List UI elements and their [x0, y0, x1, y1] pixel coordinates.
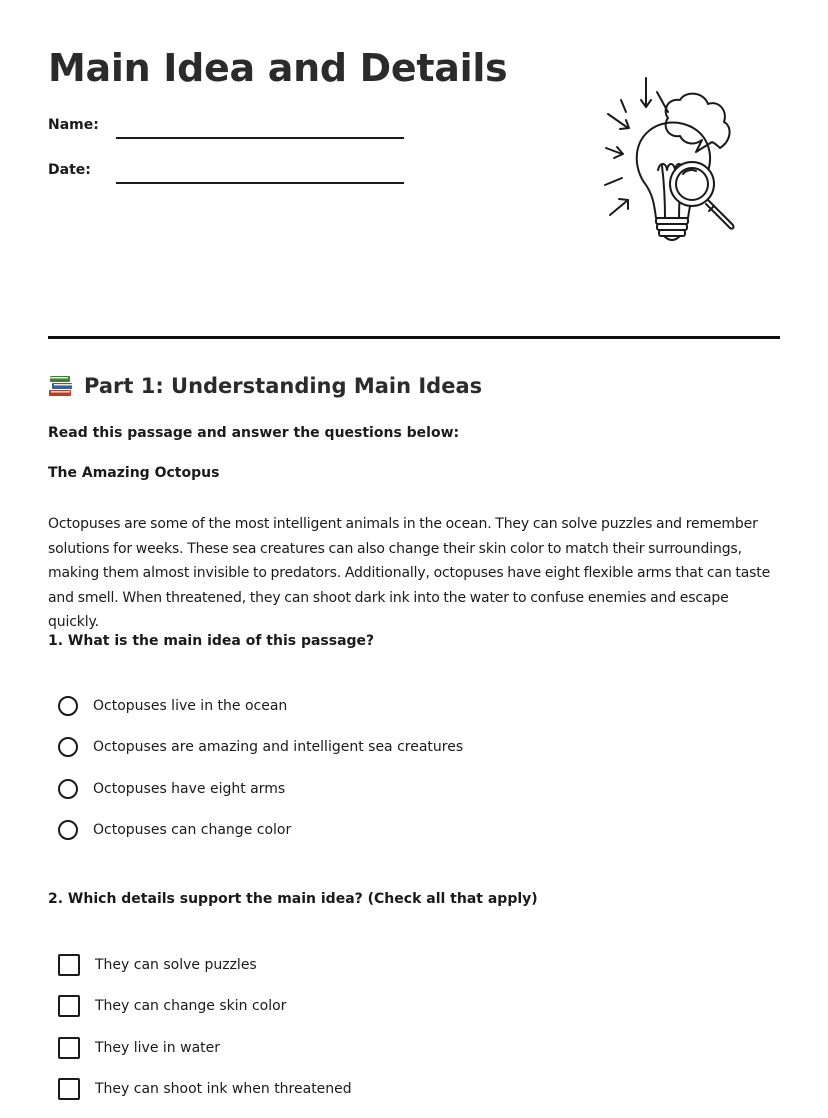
worksheet-title: Main Idea and Details [48, 46, 508, 90]
date-input-line[interactable] [116, 182, 404, 184]
radio-button[interactable] [58, 779, 78, 799]
part1-title-text: Part 1: Understanding Main Ideas [84, 374, 483, 398]
question-1: 1. What is the main idea of this passage? [48, 633, 375, 649]
radio-button[interactable] [58, 696, 78, 716]
radio-button[interactable] [58, 737, 78, 757]
checkbox[interactable] [58, 1078, 80, 1100]
question-2-option-2[interactable] [58, 994, 286, 1018]
option-label: They can change skin color [95, 998, 287, 1014]
option-label: They live in water [95, 1040, 221, 1056]
name-input-line[interactable] [116, 137, 404, 139]
name-label: Name: [48, 117, 99, 133]
passage-instruction: Read this passage and answer the questions below: [48, 425, 460, 441]
question-2-option-3[interactable] [58, 1036, 220, 1060]
section-divider [48, 336, 780, 339]
lightbulb-magnifier-icon [568, 70, 738, 248]
option-label: They can shoot ink when threatened [95, 1081, 352, 1097]
question-1-option-2[interactable] [58, 735, 463, 759]
radio-button[interactable] [58, 820, 78, 840]
option-label: Octopuses have eight arms [93, 781, 286, 797]
question-1-option-1[interactable] [58, 694, 287, 718]
question-1-option-4[interactable] [58, 818, 291, 842]
books-icon [48, 374, 74, 398]
option-label: Octopuses are amazing and intelligent sea creatures [93, 739, 464, 755]
question-2-option-4[interactable] [58, 1077, 352, 1101]
option-label: Octopuses can change color [93, 822, 292, 838]
date-label: Date: [48, 162, 91, 178]
option-label: They can solve puzzles [95, 957, 257, 973]
passage-text: Octopuses are some of the most intelligent animals in the ocean. They can solve puzzles and remember solutions for weeks. These sea creatures can also change their skin color to match their surroundings, making them almost invisible to predators. Additionally, octopuses have eight flexible arms that can taste and smell. When threatened, they can shoot dark ink into the water to confuse enemies and escape quickly. [48, 516, 771, 631]
question-2: 2. Which details support the main idea? (Check all that apply) [48, 891, 538, 907]
part1-title [48, 374, 482, 398]
date-field[interactable] [48, 162, 408, 186]
checkbox[interactable] [58, 1037, 80, 1059]
question-2-option-1[interactable] [58, 953, 257, 977]
name-field[interactable] [48, 117, 408, 141]
passage-title: The Amazing Octopus [48, 465, 220, 481]
option-label: Octopuses live in the ocean [93, 698, 288, 714]
question-1-option-3[interactable] [58, 777, 285, 801]
checkbox[interactable] [58, 995, 80, 1017]
checkbox[interactable] [58, 954, 80, 976]
